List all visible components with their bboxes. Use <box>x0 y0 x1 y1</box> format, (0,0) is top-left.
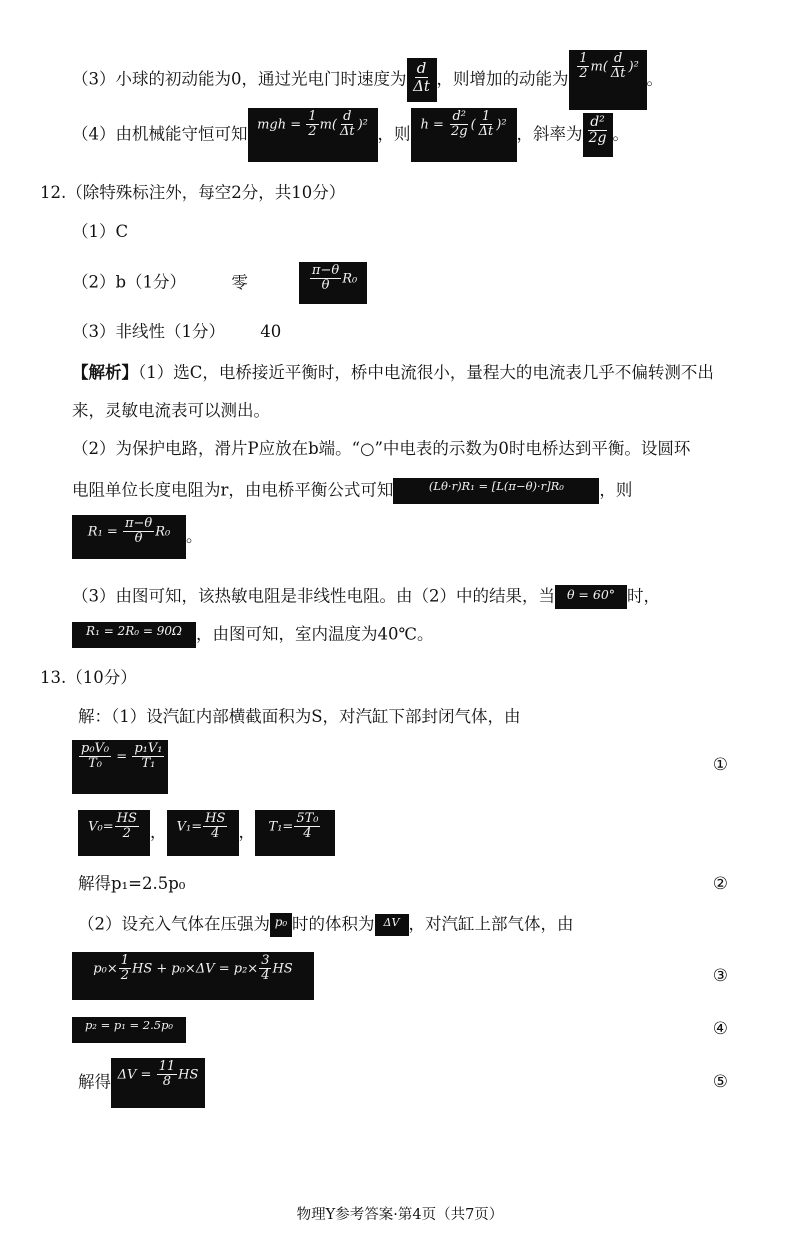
pressure-equality-formula: p₂ = p₁ = 2.5p₀ <box>72 1017 186 1043</box>
q13-header: 13.（10分） <box>40 668 137 687</box>
marker-5: ⑤ <box>712 1072 728 1092</box>
v1-formula: V₁= $\frac{HS}{4}$ <box>167 810 239 856</box>
page-footer: 物理Y参考答案·第4页（共7页） <box>296 1207 504 1223</box>
q13-eq3-row <box>72 952 314 1000</box>
marker-3: ③ <box>712 966 728 986</box>
bridge-balance-formula: (Lθ·r)R₁ = [L(π−θ)·r]R₀ <box>393 478 599 504</box>
gas-law-formula: $\frac{\text{p₀V₀}}{\text{T₀}}$ = $\frac{\text{p₁V₁}}{\text{T₁}}$ <box>72 740 168 794</box>
q12-explanation-l6: （3）由图可知，该热敏电阻是非线性电阻。由（2）中的结果，当 θ = 60° 时， <box>72 585 660 609</box>
velocity-formula: $\frac{d}{\Delta t}$ <box>407 58 437 102</box>
marker-2: ② <box>712 874 728 894</box>
q13-values-row: V₀= $\frac{HS}{2}$ ， V₁= $\frac{HS}{4}$ ， T₁= $\frac{\text{5T₀}}{4}$ <box>78 810 335 856</box>
resistance-value-formula: R₁ = 2R₀ = 90Ω <box>72 622 196 648</box>
p0-formula: p₀ <box>270 913 292 937</box>
q12-explanation-l5: R₁ = $\frac{\pi-\theta}{\theta}$ R₀ 。 <box>72 515 203 559</box>
q12-header: 12.（除特殊标注外，每空2分，共10分） <box>40 183 346 202</box>
q13-eq4-row <box>72 1017 186 1043</box>
delta-v-result-formula: ΔV = $\frac{11}{8}$ HS <box>111 1058 205 1108</box>
q13-result1: 解得p₁=2.5p₀ <box>78 874 186 893</box>
q12-answer2: （2）b（1分） 零 $\frac{\pi-\theta}{\theta}$ R₀ <box>72 262 367 304</box>
q12-explanation-l1: 【解析】（1）选C，电桥接近平衡时，桥中电流很小，量程大的电流表几乎不偏转测不出 <box>72 363 714 382</box>
q13-eq1-row <box>72 740 168 794</box>
q12-answer1: （1）C <box>72 222 129 241</box>
q12-explanation-l7: R₁ = 2R₀ = 90Ω ，由图可知，室内温度为40℃。 <box>72 622 433 648</box>
angle-formula: θ = 60° <box>555 585 627 609</box>
q13-part2: （2）设充入气体在压强为 p₀ 时的体积为 ΔV ，对汽缸上部气体，由 <box>78 913 574 937</box>
q13-eq5-row: 解得 ΔV = $\frac{11}{8}$ HS <box>78 1058 205 1108</box>
q13-intro: 解：（1）设汽缸内部横截面积为S，对汽缸下部封闭气体，由 <box>78 707 521 726</box>
slope-formula: $\frac{\text{d²}}{2g}$ <box>583 113 613 157</box>
ratio-formula: $\frac{\pi-\theta}{\theta}$ R₀ <box>299 262 367 304</box>
upper-gas-formula: p₀× $\frac{1}{2}$ HS + p₀×ΔV = p₂× $\frac{3}{4}$ HS <box>72 952 314 1000</box>
q11-part4: （4）由机械能守恒可知 mgh = $\frac{1}{2}$ m( $\frac{d}{\Delta t}$ )² ，则 h = $\frac{\text{d²}}{2g}$ ( $\frac{1}{\Delta t}$ )² ，斜率为 $\frac{\text{d²}}{2g}$ 。 <box>72 108 629 162</box>
marker-4: ④ <box>712 1019 728 1039</box>
q12-answer3: （3）非线性（1分） 40 <box>72 322 282 341</box>
kinetic-energy-formula: $\frac{1}{2}$ m( $\frac{d}{\Delta t}$ )² <box>569 50 647 110</box>
v0-formula: V₀= $\frac{HS}{2}$ <box>78 810 150 856</box>
t1-formula: T₁= $\frac{\text{5T₀}}{4}$ <box>255 810 335 856</box>
q11-part3: （3）小球的初动能为0，通过光电门时速度为 $\frac{d}{\Delta t}$ ，则增加的动能为 $\frac{1}{2}$ m( $\frac{d}{\Delta t}$ )²。 <box>72 50 663 110</box>
energy-conservation-formula: mgh = $\frac{1}{2}$ m( $\frac{d}{\Delta t}$ )² <box>248 108 378 162</box>
q12-explanation-l4: 电阻单位长度电阻为r，由电桥平衡公式可知 (Lθ·r)R₁ = [L(π−θ)·r]R₀ ，则 <box>72 478 632 504</box>
q12-explanation-l2: 来，灵敏电流表可以测出。 <box>72 401 270 420</box>
marker-1: ① <box>712 755 728 775</box>
height-formula: h = $\frac{\text{d²}}{2g}$ ( $\frac{1}{\Delta t}$ )² <box>411 108 517 162</box>
delta-v-formula: ΔV <box>375 914 409 936</box>
r1-formula: R₁ = $\frac{\pi-\theta}{\theta}$ R₀ <box>72 515 186 559</box>
q12-explanation-l3: （2）为保护电路，滑片P应放在b端。“○”中电表的示数为0时电桥达到平衡。设圆环 <box>72 439 691 458</box>
